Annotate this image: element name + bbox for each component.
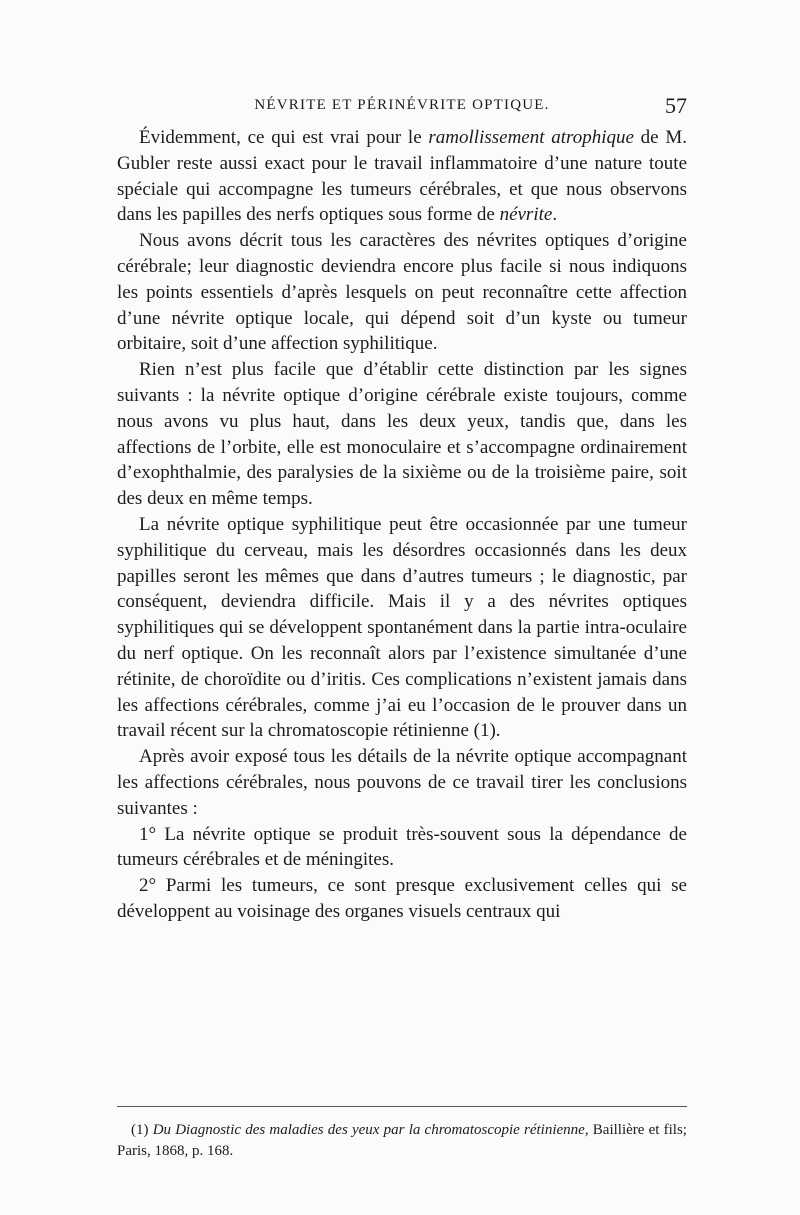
footnote-rule [117,1106,687,1107]
text-run: . [552,204,558,226]
text-run: 1° La névrite optique se produit très-souvent sous la dépendance de tumeurs cérébrales et de méningites. [117,823,687,871]
footnote [117,1120,687,1162]
paragraph-3 [117,357,687,512]
body-text [117,125,687,925]
footnote-text [117,1120,687,1162]
page-number: 57 [665,93,687,118]
text-run: , Baillière et fils; Paris, 1868, p. 168. [117,1122,687,1159]
text-run: Rien n’est plus facile que d’établir cette distinction par les signes suivants : la névrite optique d’origine cérébrale existe toujours, comme nous avons vu plus haut, dans les deux yeux, tandis que, dans les affections de l’orbite, elle est monoculaire et s’accompagne ordinairement d’exophthalmie, des paralysies de la sixième ou de la troisième paire, soit des deux en même temps. [117,359,687,510]
conclusion-1 [117,822,687,874]
paragraph-2 [117,228,687,357]
text-run: La névrite optique syphilitique peut être occasionnée par une tumeur syphilitique du cerveau, mais les désordres occasionnés dans les deux papilles seront les mêmes que dans d’autres tumeurs ; le diagnostic, par conséquent, deviendra difficile. Mais il y a des névrites optiques syphilitiques qui se développent spontanément dans la partie intra-oculaire du nerf optique. On les reconnaît alors par l’existence simultanée d’une rétinite, de choroïdite ou d’iritis. Ces complications n’existent jamais dans les affections cérébrales, comme j’ai eu l’occasion de le prouver dans un travail récent sur la chromatoscopie rétinienne (1). [117,513,687,742]
paragraph-4 [117,512,687,744]
conclusion-2 [117,873,687,925]
paragraph-5 [117,744,687,821]
text-run: Évidemment, ce qui est vrai pour le [139,127,429,148]
text-run: 2° Parmi les tumeurs, ce sont presque exclusivement celles qui se développent au voisinage des organes visuels centraux qui [117,875,687,922]
italic-text: névrite [499,204,553,226]
running-title: NÉVRITE ET PÉRINÉVRITE OPTIQUE. [254,97,550,113]
paragraph-1 [117,125,687,228]
italic-text: Du Diagnostic des maladies des yeux par la chromatoscopie rétinienne [152,1122,585,1138]
running-head [117,93,687,119]
text-run: de M. Gubler reste aussi exact pour le travail inflammatoire d’une nature toute spéciale qui accompagne les tumeurs cérébrales, et que nous observons dans les papilles des nerfs optiques sous forme de [117,127,687,226]
text-run: Après avoir exposé tous les détails de la névrite optique accompagnant les affections cérébrales, nous pouvons de ce travail tirer les conclusions suivantes : [117,746,687,819]
italic-text: ramollissement atrophique [428,127,634,148]
text-run: (1) [131,1122,153,1138]
text-run: Nous avons décrit tous les caractères des névrites optiques d’origine cérébrale; leur diagnostic deviendra encore plus facile si nous indiquons les points essentiels d’après lesquels on peut reconnaître cette affection d’une névrite optique locale, qui dépend soit d’un kyste ou tumeur orbitaire, soit d’une affection syphilitique. [117,230,687,355]
